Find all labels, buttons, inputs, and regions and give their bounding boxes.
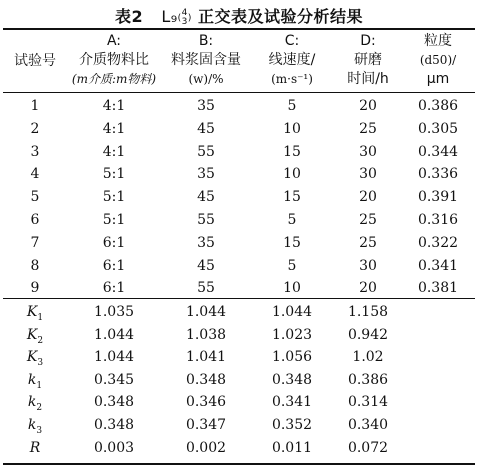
analysis-cell-c: 0.352 (271, 417, 313, 433)
cell-b: 35 (197, 166, 215, 183)
header-d-line2: 研磨 (354, 52, 382, 68)
analysis-cell-d: 0.942 (347, 326, 389, 343)
analysis-label (4, 436, 66, 466)
analysis-label-subscript: 1 (37, 312, 44, 323)
analysis-row (0, 368, 478, 392)
analysis-cell-a: 1.044 (93, 326, 135, 343)
cell-a: 4:1 (102, 98, 126, 114)
analysis-label-subscript: 1 (36, 380, 43, 391)
analysis-cell-b: 1.038 (185, 326, 227, 343)
cell-b: 55 (197, 280, 215, 297)
cell-a: 4:1 (102, 143, 126, 160)
header-factor-b (162, 32, 250, 89)
header-factor-c (250, 32, 334, 89)
header-factor-a (66, 32, 162, 89)
analysis-cell-a: 0.348 (93, 394, 135, 411)
cell-size: 0.381 (417, 280, 459, 297)
cell-d: 30 (359, 143, 377, 160)
table-row (0, 140, 478, 164)
analysis-cell-b: 0.348 (185, 371, 227, 388)
cell-b: 45 (197, 257, 215, 274)
cell-a: 4:1 (102, 120, 126, 137)
table-row (0, 117, 478, 141)
header-b-line2: 料浆固含量 (171, 52, 241, 68)
cell-d: 25 (359, 234, 377, 251)
cell-b: 55 (197, 143, 215, 160)
cell-d: 20 (359, 189, 377, 206)
analysis-cell-d: 1.158 (347, 304, 389, 320)
cell-size: 0.316 (417, 212, 459, 228)
fraction-top: 4 (181, 7, 188, 18)
analysis-cell-c: 0.011 (271, 439, 313, 456)
cell-c: 5 (287, 98, 297, 114)
cell-c: 10 (283, 120, 301, 137)
header-a-line2: 介质物料比 (79, 52, 149, 68)
analysis-label-letter: K (26, 326, 38, 343)
cell-no: 3 (30, 143, 40, 160)
analysis-cell-a: 1.044 (93, 349, 135, 366)
analysis-cell-d: 1.02 (352, 349, 384, 366)
analysis-label-letter: k (27, 394, 37, 411)
analysis-cell-d: 0.340 (347, 417, 389, 433)
cell-d: 30 (359, 257, 377, 274)
analysis-cell-a: 0.348 (93, 417, 135, 433)
analysis-label-subscript: 3 (37, 357, 44, 368)
header-rule (3, 92, 475, 93)
header-factor-d (334, 32, 402, 89)
cell-no: 6 (30, 212, 40, 228)
cell-size: 0.391 (417, 189, 459, 206)
table-title (0, 4, 478, 27)
header-trial-no: 试验号 (14, 53, 56, 69)
cell-d: 20 (359, 280, 377, 297)
cell-a: 5:1 (102, 189, 126, 206)
cell-b: 35 (197, 234, 215, 251)
cell-a: 5:1 (102, 212, 126, 228)
header-particle-size (402, 32, 474, 89)
analysis-label-letter: K (26, 304, 38, 320)
cell-size: 0.341 (417, 257, 459, 274)
cell-size: 0.344 (417, 143, 459, 160)
analysis-cell-c: 1.023 (271, 326, 313, 343)
header-a-line1: A: (106, 33, 122, 49)
cell-d: 25 (359, 120, 377, 137)
analysis-row (0, 323, 478, 347)
cell-b: 45 (197, 189, 215, 206)
analysis-cell-c: 1.056 (271, 349, 313, 366)
table-title-prefix: 表2 (114, 7, 144, 26)
cell-d: 30 (359, 166, 377, 183)
cell-b: 55 (197, 212, 215, 228)
table-row (0, 254, 478, 278)
analysis-row (0, 436, 478, 460)
analysis-row (0, 300, 478, 324)
table-row (0, 162, 478, 186)
analysis-label-letter: k (27, 371, 37, 388)
analysis-cell-c: 0.341 (271, 394, 313, 411)
analysis-cell-b: 1.041 (185, 349, 227, 366)
analysis-label-subscript: 3 (36, 425, 43, 436)
table-title-fraction: ( 4 3 ) (177, 7, 192, 27)
cell-c: 10 (283, 166, 301, 183)
analysis-label-letter: R (29, 439, 41, 456)
cell-a: 6:1 (102, 257, 126, 274)
analysis-row (0, 345, 478, 369)
cell-d: 25 (359, 212, 377, 228)
cell-no: 7 (30, 234, 40, 251)
cell-no: 9 (30, 280, 40, 297)
table-row (0, 208, 478, 232)
cell-c: 15 (283, 143, 301, 160)
analysis-cell-a: 0.345 (93, 371, 135, 388)
cell-a: 6:1 (102, 234, 126, 251)
header-size-line3: μm (426, 71, 450, 87)
table-row (0, 185, 478, 209)
analysis-cell-b: 0.346 (185, 394, 227, 411)
header-c-line2: 线速度/ (268, 52, 316, 68)
header-b-line1: B: (198, 33, 214, 49)
cell-a: 6:1 (102, 280, 126, 297)
top-rule (3, 28, 475, 30)
cell-no: 2 (30, 120, 40, 137)
cell-c: 5 (287, 257, 297, 274)
analysis-row (0, 390, 478, 414)
header-size-line2: (d50)/ (419, 53, 457, 67)
cell-no: 1 (30, 98, 40, 114)
analysis-cell-b: 0.002 (185, 439, 227, 456)
analysis-cell-c: 1.044 (271, 304, 313, 320)
table-title-suffix: 正交表及试验分析结果 (198, 7, 364, 26)
table-title-array: L₉ (161, 7, 178, 26)
cell-no: 4 (30, 166, 40, 183)
cell-size: 0.386 (417, 98, 459, 114)
cell-a: 5:1 (102, 166, 126, 183)
cell-size: 0.305 (417, 120, 459, 137)
cell-size: 0.336 (417, 166, 459, 183)
cell-no: 8 (30, 257, 40, 274)
cell-b: 45 (197, 120, 215, 137)
analysis-cell-c: 0.348 (271, 371, 313, 388)
analysis-cell-b: 0.347 (185, 417, 227, 433)
middle-rule (3, 298, 475, 299)
analysis-cell-a: 0.003 (93, 439, 135, 456)
analysis-row (0, 413, 478, 437)
header-c-line3: (m·s⁻¹) (271, 72, 313, 86)
analysis-cell-a: 1.035 (93, 304, 135, 320)
bottom-rule (3, 463, 475, 465)
cell-b: 35 (197, 98, 215, 114)
analysis-label-letter: K (26, 349, 38, 366)
header-a-line3: (m介质:m物料) (71, 72, 157, 86)
header-c-line1: C: (284, 33, 300, 49)
analysis-cell-d: 0.072 (347, 439, 389, 456)
cell-c: 15 (283, 234, 301, 251)
cell-d: 20 (359, 98, 377, 114)
table-row (0, 231, 478, 255)
header-b-line3: (w)/% (188, 72, 224, 86)
header-d-line3: 时间/h (347, 71, 389, 87)
cell-c: 10 (283, 280, 301, 297)
header-d-line1: D: (360, 33, 376, 49)
header-size-line1: 粒度 (424, 33, 452, 49)
analysis-label-letter: k (27, 417, 37, 433)
analysis-label-subscript: 2 (36, 403, 43, 414)
analysis-cell-d: 0.386 (347, 371, 389, 388)
table-row (0, 276, 478, 300)
cell-c: 15 (283, 189, 301, 206)
table-row (0, 94, 478, 118)
analysis-label-subscript: 2 (37, 335, 44, 346)
fraction-bottom: 3 (181, 16, 188, 27)
cell-size: 0.322 (417, 234, 459, 251)
analysis-cell-d: 0.314 (347, 394, 389, 411)
analysis-cell-b: 1.044 (185, 304, 227, 320)
cell-c: 5 (287, 212, 297, 228)
cell-no: 5 (30, 189, 40, 206)
